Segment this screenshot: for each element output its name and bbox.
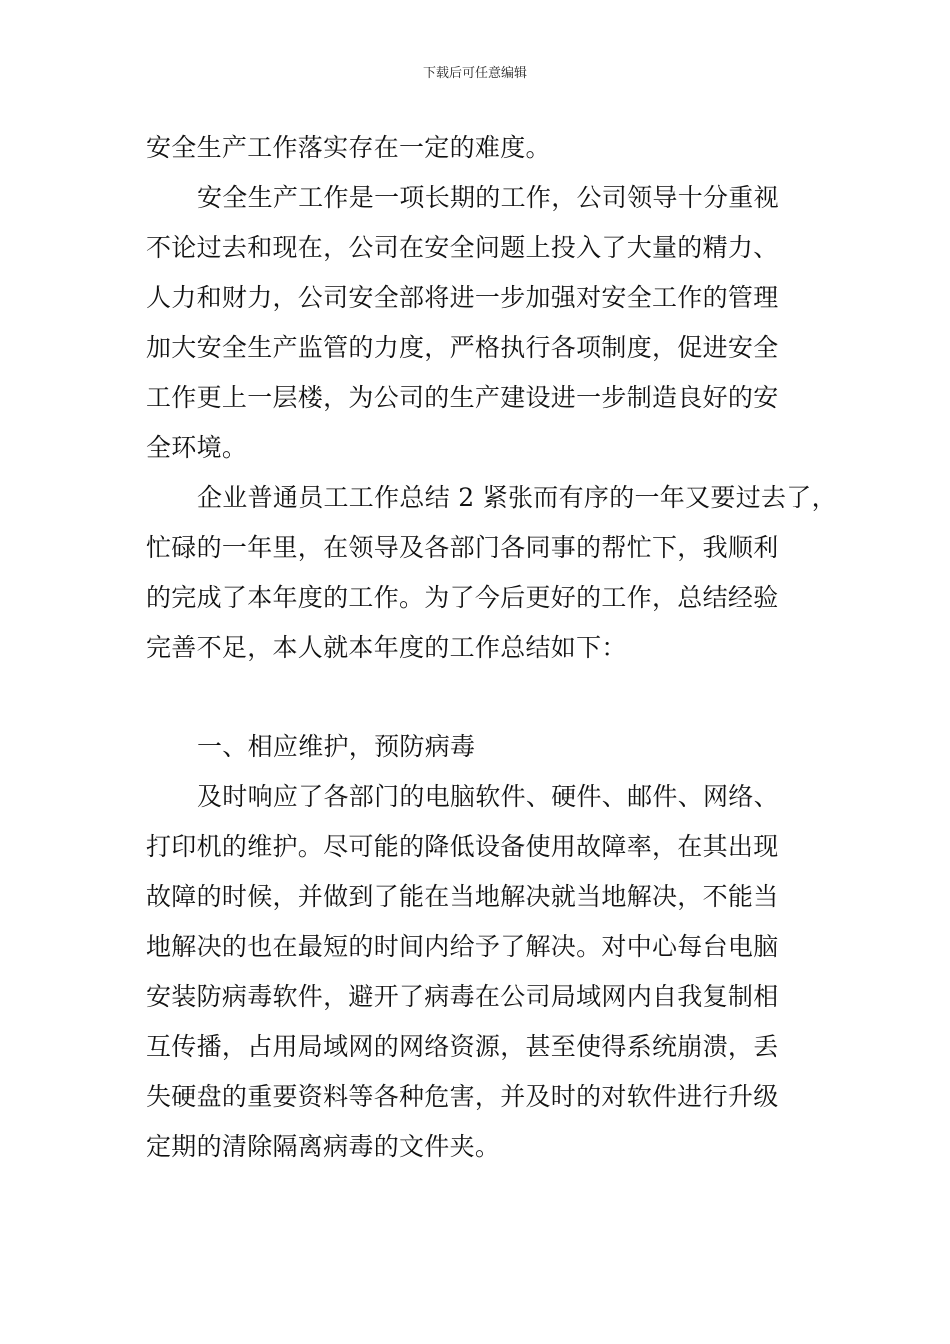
text-line: 安装防病毒软件，避开了病毒在公司局域网内自我复制相 xyxy=(146,982,779,1011)
text-line: 的完成了本年度的工作。为了今后更好的工作，总结经验 xyxy=(146,583,779,612)
paragraph-first-line: 安全生产工作是一项长期的工作，公司领导十分重视 xyxy=(197,183,779,212)
text-line: 故障的时候，并做到了能在当地解决就当地解决，不能当 xyxy=(146,882,779,911)
text-line: 失硬盘的重要资料等各种危害，并及时的对软件进行升级 xyxy=(146,1082,779,1111)
text-line: 定期的清除隔离病毒的文件夹。 xyxy=(146,1132,501,1161)
section-heading: 一、相应维护，预防病毒 xyxy=(197,732,476,761)
text-line: 互传播，占用局域网的网络资源，甚至使得系统崩溃，丢 xyxy=(146,1032,779,1061)
text-line: 人力和财力，公司安全部将进一步加强对安全工作的管理 xyxy=(146,283,779,312)
text-line: 加大安全生产监管的力度，严格执行各项制度，促进安全 xyxy=(146,333,779,362)
page-header-note: 下载后可任意编辑 xyxy=(422,66,527,81)
text-line: 全环境。 xyxy=(146,433,248,462)
paragraph-first-line: 企业普通员工工作总结 2 紧张而有序的一年又要过去了， xyxy=(197,483,837,512)
text-line: 地解决的也在最短的时间内给予了解决。对中心每台电脑 xyxy=(146,932,779,961)
text-line: 忙碌的一年里，在领导及各部门各同事的帮忙下，我顺利 xyxy=(146,533,779,562)
text-line: 完善不足，本人就本年度的工作总结如下： xyxy=(146,633,627,662)
text-line: 工作更上一层楼，为公司的生产建设进一步制造良好的安 xyxy=(146,383,779,412)
paragraph-first-line: 及时响应了各部门的电脑软件、硬件、邮件、网络、 xyxy=(197,782,779,811)
text-line: 安全生产工作落实存在一定的难度。 xyxy=(146,133,551,162)
text-line: 不论过去和现在，公司在安全问题上投入了大量的精力、 xyxy=(146,233,779,262)
text-line: 打印机的维护。尽可能的降低设备使用故障率，在其出现 xyxy=(146,832,779,861)
